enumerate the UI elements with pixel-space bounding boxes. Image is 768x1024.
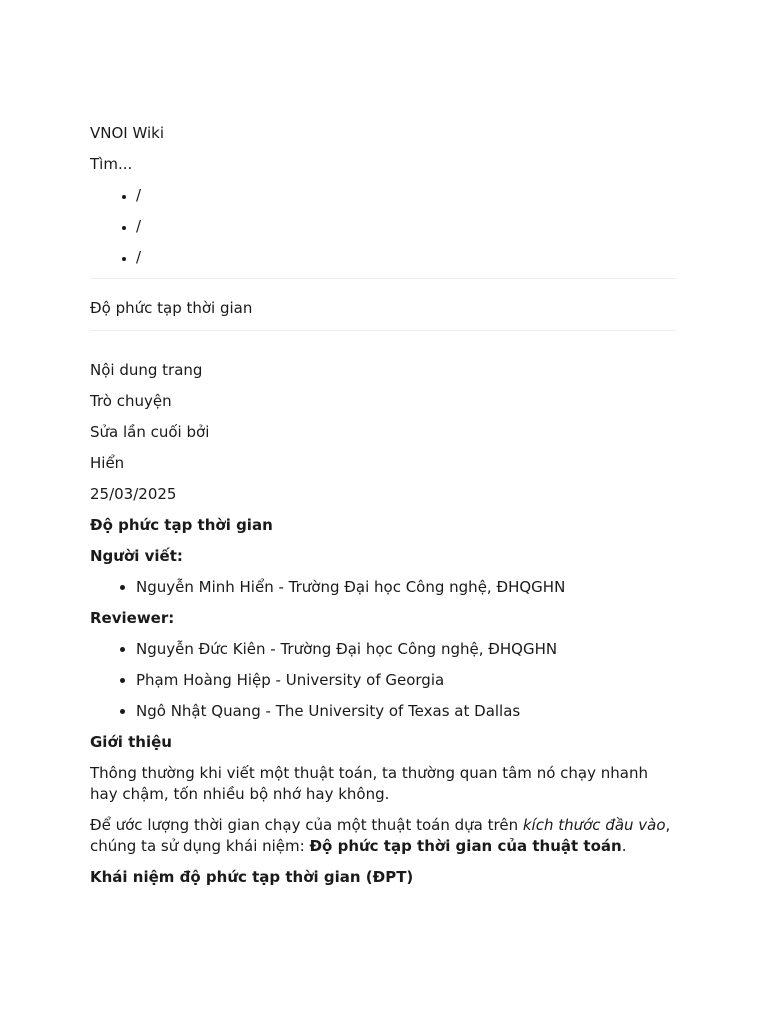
- divider: [90, 330, 676, 331]
- nav-item-link[interactable]: /: [136, 186, 142, 204]
- divider: [90, 278, 676, 279]
- last-editor-link[interactable]: [90, 453, 676, 474]
- site-name[interactable]: VNOI Wiki: [90, 124, 165, 142]
- nav-item[interactable]: [136, 216, 676, 237]
- authors-label: Người viết:: [90, 547, 183, 565]
- intro-p2-end: .: [621, 837, 627, 855]
- intro-p2-start: Để ước lượng thời gian chạy của một thuật toán dựa trên: [90, 816, 523, 834]
- concept-heading: Khái niệm độ phức tạp thời gian (ĐPT): [90, 868, 414, 886]
- intro-paragraph-1: Thông thường khi viết một thuật toán, ta thường quan tâm nó chạy nhanh hay chậm, tốn nhiều bộ nhớ hay không.: [90, 764, 648, 803]
- reviewers-label: Reviewer:: [90, 609, 175, 627]
- site-name-link[interactable]: [90, 123, 676, 144]
- header-nav-list: [90, 185, 676, 268]
- search-box[interactable]: [90, 154, 676, 175]
- nav-item[interactable]: [136, 185, 676, 206]
- last-edited-date: 25/03/2025: [90, 485, 177, 503]
- nav-item[interactable]: [136, 247, 676, 268]
- nav-item-link[interactable]: /: [136, 217, 142, 235]
- page: [90, 0, 676, 888]
- reviewers-list: [90, 639, 676, 722]
- search-label[interactable]: Tìm...: [90, 155, 133, 173]
- intro-p2-mid: , chúng ta sử dụng khái niệm:: [90, 816, 671, 855]
- tab-talk-label[interactable]: Trò chuyện: [90, 392, 172, 410]
- list-item: • Phạm Hoàng Hiệp - University of Georgia: [136, 670, 676, 691]
- list-item: • Ngô Nhật Quang - The University of Texas at Dallas: [136, 701, 676, 722]
- nav-item-link[interactable]: /: [136, 248, 142, 266]
- authors-list: [90, 577, 676, 598]
- tab-page-content-label[interactable]: Nội dung trang: [90, 361, 203, 379]
- last-edited-label: Sửa lần cuối bởi: [90, 423, 210, 441]
- page-title: Độ phức tạp thời gian: [90, 299, 253, 317]
- intro-paragraph-2: [90, 815, 676, 857]
- article-heading: Độ phức tạp thời gian: [90, 516, 273, 534]
- list-item: • Nguyễn Đức Kiên - Trường Đại học Công nghệ, ĐHQGHN: [136, 639, 676, 660]
- last-editor[interactable]: Hiển: [90, 454, 125, 472]
- intro-p2-emphasis: kích thước đầu vào: [522, 816, 666, 834]
- intro-heading: Giới thiệu: [90, 733, 172, 751]
- list-item: • Nguyễn Minh Hiển - Trường Đại học Công nghệ, ĐHQGHN: [136, 577, 676, 598]
- intro-p2-strong: Độ phức tạp thời gian của thuật toán: [309, 837, 622, 855]
- tab-page-content[interactable]: [90, 360, 676, 381]
- tab-talk[interactable]: [90, 391, 676, 412]
